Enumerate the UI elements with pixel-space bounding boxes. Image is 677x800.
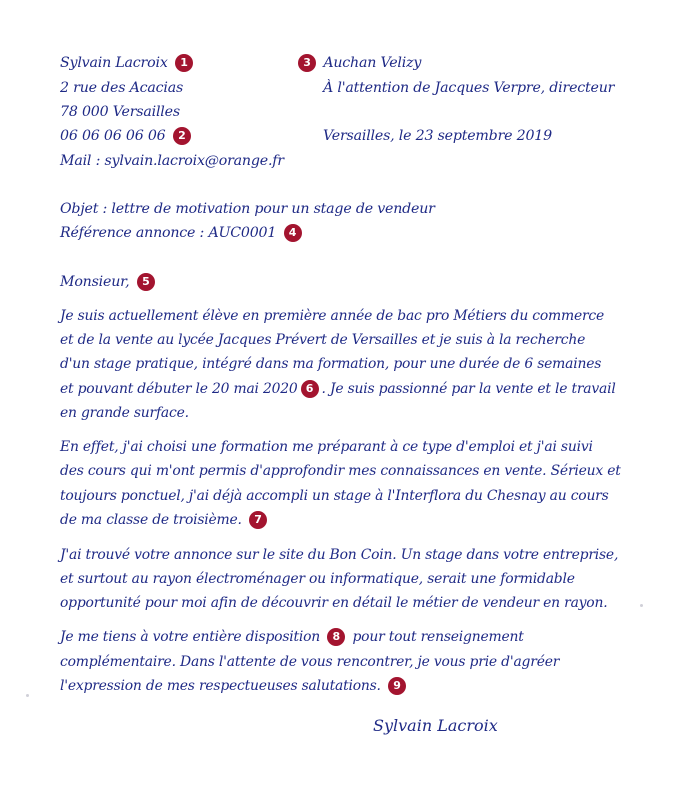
p2-line-3: toujours ponctuel, j'ai déjà accompli un stage à l'Interflora du Chesnay au cours bbox=[60, 488, 609, 504]
signature: Sylvain Lacroix bbox=[373, 716, 498, 735]
recipient-attention: À l'attention de Jacques Verpre, directeur bbox=[323, 80, 615, 96]
p2-line-2: des cours qui m'ont permis d'approfondir mes connaissances en vente. Sérieux et bbox=[60, 463, 621, 479]
sender-name: Sylvain Lacroix bbox=[60, 55, 168, 71]
sender-address: 2 rue des Acacias bbox=[60, 80, 184, 96]
annotation-badge-7: 7 bbox=[249, 511, 267, 529]
sender-city: 78 000 Versailles bbox=[60, 104, 180, 120]
sender-name-line bbox=[60, 53, 196, 73]
sender-mail: Mail : sylvain.lacroix@orange.fr bbox=[60, 153, 284, 169]
annotation-badge-8: 8 bbox=[327, 628, 345, 646]
p1-line-1: Je suis actuellement élève en première année de bac pro Métiers du commerce bbox=[60, 308, 605, 324]
recipient-company-line bbox=[298, 53, 421, 73]
p1-line-4-end: . Je suis passionné par la vente et le travail bbox=[321, 381, 616, 397]
annotation-badge-4: 4 bbox=[284, 224, 302, 242]
annotation-badge-5: 5 bbox=[137, 273, 155, 291]
p2-line-4 bbox=[60, 510, 270, 530]
p3-line-1: J'ai trouvé votre annonce sur le site du Bon Coin. Un stage dans votre entreprise, bbox=[60, 547, 619, 563]
annotation-badge-6: 6 bbox=[301, 380, 319, 398]
recipient-company: Auchan Velizy bbox=[323, 55, 422, 71]
decorative-dot bbox=[640, 604, 643, 607]
salutation: Monsieur, bbox=[60, 274, 130, 290]
p3-line-2: et surtout au rayon électroménager ou informatique, serait une formidable bbox=[60, 571, 575, 587]
p4-line-3-text: l'expression de mes respectueuses salutations. bbox=[60, 678, 381, 694]
p4-line-1 bbox=[60, 627, 524, 647]
p4-line-1-start: Je me tiens à votre entière disposition bbox=[60, 629, 321, 645]
annotation-badge-2: 2 bbox=[173, 127, 191, 145]
p2-line-1: En effet, j'ai choisi une formation me préparant à ce type d'emploi et j'ai suivi bbox=[60, 439, 593, 455]
p4-line-2: complémentaire. Dans l'attente de vous rencontrer, je vous prie d'agréer bbox=[60, 654, 560, 670]
p4-line-1-end: pour tout renseignement bbox=[352, 629, 524, 645]
p4-line-3 bbox=[60, 676, 409, 696]
place-date: Versailles, le 23 septembre 2019 bbox=[323, 128, 552, 144]
salutation-line bbox=[60, 272, 158, 292]
annotation-badge-3: 3 bbox=[298, 54, 316, 72]
subject-reference: Référence annonce : AUC0001 bbox=[60, 225, 277, 241]
sender-phone-line bbox=[60, 126, 194, 146]
p1-line-2: et de la vente au lycée Jacques Prévert de Versailles et je suis à la recherche bbox=[60, 332, 586, 348]
subject-reference-line bbox=[60, 223, 305, 243]
annotation-badge-9: 9 bbox=[388, 677, 406, 695]
subject-object: Objet : lettre de motivation pour un stage de vendeur bbox=[60, 201, 435, 217]
p3-line-3: opportunité pour moi afin de découvrir en détail le métier de vendeur en rayon. bbox=[60, 595, 608, 611]
p1-line-5: en grande surface. bbox=[60, 405, 189, 421]
annotation-badge-1: 1 bbox=[175, 54, 193, 72]
p1-line-4 bbox=[60, 379, 616, 399]
p1-line-4-start: et pouvant débuter le 20 mai 2020 bbox=[60, 381, 298, 397]
p2-line-4-text: de ma classe de troisième. bbox=[60, 512, 242, 528]
sender-phone: 06 06 06 06 06 bbox=[60, 128, 166, 144]
p1-line-3: d'un stage pratique, intégré dans ma formation, pour une durée de 6 semaines bbox=[60, 356, 602, 372]
decorative-dot bbox=[26, 694, 29, 697]
